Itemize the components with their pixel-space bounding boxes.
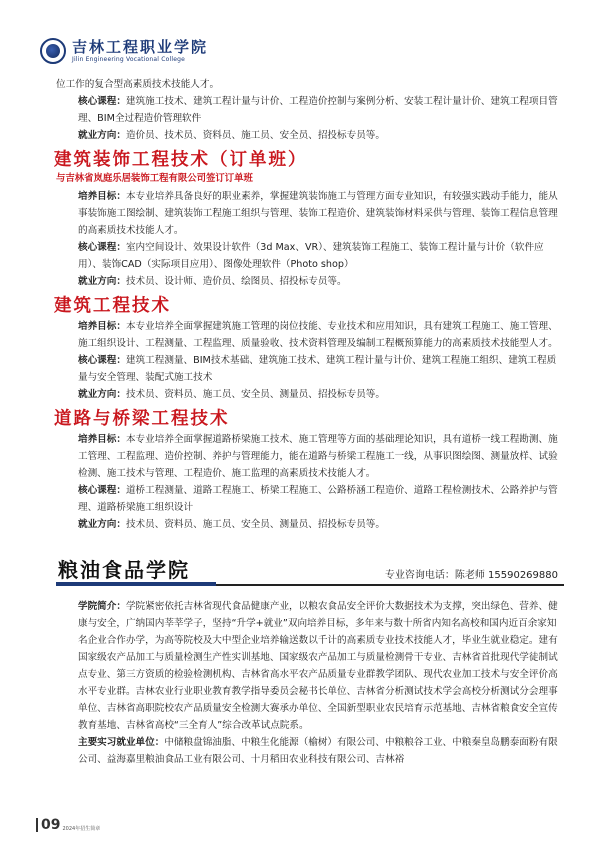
job-label: 就业方向： [78,276,126,287]
goal-text: 本专业培养具备良好的职业素养，掌握建筑装饰施工与管理方面专业知识，有较强实践动手能力，能从事装饰施工图绘制、建筑装饰工程施工组织与管理、装饰工程造价、建筑装饰材料采供与管理、装饰工程信息管理的高素质技术技能人才。 [78,191,558,236]
construction-core [56,93,558,127]
construction-job [56,127,558,144]
section-subtitle: 与吉林省岚庭乐居装饰工程有限公司签订订单班 [56,173,253,184]
core-text: 道桥工程测量、道路工程施工、桥梁工程施工、公路桥涵工程造价、道路工程检测技术、公路养护与管理、道路桥梁施工组织设计 [78,485,558,513]
school-name-cn: 吉林工程职业学院 [72,37,209,56]
core [56,239,558,273]
college-units [56,734,558,768]
college-band [0,552,600,588]
job [56,273,558,290]
footer-caption: 2024年招生简章 [62,826,101,832]
school-logo-text [72,37,209,63]
core [56,482,558,516]
intro-label: 学院简介： [78,601,126,612]
job-text: 技术员、资料员、施工员、安全员、测量员、招投标专员等。 [125,389,385,400]
core-text: 建筑施工技术、建筑工程计量与计价、工程造价控制与案例分析、安装工程计量计价、建筑工程项目管理、BIM全过程造价管理软件 [78,96,558,124]
school-name-en: Jilin Engineering Vocational College [72,55,186,63]
core-label: 核心课程： [78,96,126,107]
intro-tail: 位工作的复合型高素质技术技能人才。 [56,79,220,90]
college-title: 粮油食品学院 [58,558,190,582]
section-title: 道路与桥梁工程技术 [54,409,230,429]
job-text: 技术员、设计师、造价员、绘图员、招投标专员等。 [125,276,347,287]
goal-text: 本专业培养全面掌握道路桥梁施工技术、施工管理等方面的基础理论知识，具有道桥一线工程勘测、施工管理、工程监理、造价控制、养护与管理能力，能在道路与桥梁工程施工一线，从事识图绘图、测量放样、试验检测、施工技术与管理、工程造价、施工监理的高素质技术技能人才。 [78,434,558,479]
consult-phone: 专业咨询电话：陈老师 15590269880 [384,570,558,581]
goal [56,431,558,482]
band-divider [56,584,564,586]
main-content [56,76,558,533]
core [56,352,558,386]
school-seal-icon [40,38,66,64]
job-text: 造价员、技术员、资料员、施工员、安全员、招投标专员等。 [125,130,385,141]
header [40,34,208,68]
page-number: 09 [36,818,60,832]
core-label: 核心课程： [78,242,126,253]
section-road-bridge [56,407,558,533]
goal-label: 培养目标： [78,191,126,202]
college-intro [56,598,558,734]
section-title: 建筑工程技术 [54,296,171,316]
core-label: 核心课程： [78,485,126,496]
units-label: 主要实习就业单位： [78,737,165,748]
job [56,386,558,403]
college-content [56,598,558,768]
section-construction [56,294,558,403]
core-text: 室内空间设计、效果设计软件（3d Max、VR）、建筑装饰工程施工、装饰工程计量与计价（软件应用）、装饰CAD（实际项目应用）、图像处理软件（Photo shop） [78,242,544,270]
footer [36,818,100,832]
goal [56,188,558,239]
section-title: 建筑装饰工程技术（订单班） [54,150,308,170]
units-text: 中储粮盘锦油脂、中粮生化能源（榆树）有限公司、中粮粮谷工业、中粮秦皇岛鹏泰面粉有限公司、益海嘉里粮油食品工业有限公司、十月稻田农业科技有限公司、吉林裕 [78,737,558,765]
goal-label: 培养目标： [78,321,126,332]
job-text: 技术员、资料员、施工员、安全员、测量员、招投标专员等。 [125,519,385,530]
goal-label: 培养目标： [78,434,126,445]
intro-text: 学院紧密依托吉林省现代食品健康产业，以粮农食品安全评价大数据技术为支撑，突出绿色、营养、健康与安全，广纳国内莘莘学子，坚持“升学+就业”双向培养目标，多年来与数十所省内知名高校和国内近百余家知名企业合作办学，为高等院校及大中型企业培养输送数以千计的高素质专业技术技能人才，毕业生就业稳定。建有国家级农产品加工与质量检测生产性实训基地、国家级农产品加工与质量检测骨干专业、吉林省首批现代学徒制试点专业、第三方资质的检验检测机构、吉林省高水平农产品质量专业群教学团队、现代农业加工技术与安全评价高水平专业群。吉林农业行业职业教育教学指导委员会秘书长单位、吉林省分析测试技术学会高校分析测试分会理事单位、吉林省高职院校农产品质量安全检测大赛承办单位、全国新型职业农民培育示范基地、吉林省粮食安全宣传教育基地、吉林省高校“三全育人”综合改革试点院系。 [78,601,558,731]
section-decoration [56,148,558,290]
job-label: 就业方向： [78,519,126,530]
job [56,516,558,533]
goal [56,318,558,352]
job-label: 就业方向： [78,389,126,400]
goal-text: 本专业培养全面掌握建筑施工管理的岗位技能、专业技术和应用知识，具有建筑工程施工、施工管理、施工组织设计、工程测量、工程监理、质量验收、技术资料管理及编制工程概预算能力的高素质技术技能型人才。 [78,321,558,349]
core-text: 建筑工程测量、BIM技术基础、建筑施工技术、建筑工程计量与计价、建筑工程施工组织、建筑工程质量与安全管理、装配式施工技术 [78,355,557,383]
job-label: 就业方向： [78,130,126,141]
core-label: 核心课程： [78,355,126,366]
